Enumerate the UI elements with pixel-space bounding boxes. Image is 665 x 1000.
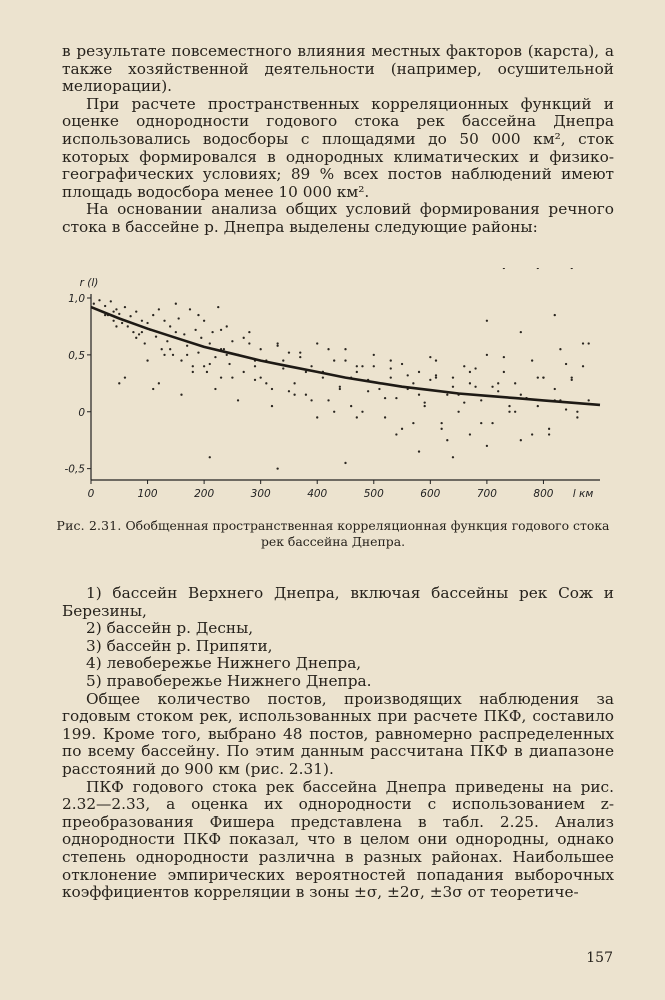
scatter-point <box>203 365 205 367</box>
x-tick-label: 800 <box>533 488 554 500</box>
scatter-point <box>412 422 414 424</box>
scatter-point <box>491 422 493 424</box>
scatter-point <box>115 308 117 310</box>
scatter-point <box>344 348 346 350</box>
scatter-point <box>305 394 307 396</box>
scatter-point <box>248 342 250 344</box>
scatter-point <box>220 329 222 331</box>
scatter-point <box>401 363 403 365</box>
scatter-point <box>531 359 533 361</box>
scatter-point <box>520 439 522 441</box>
scatter-point <box>565 408 567 410</box>
scatter-point <box>418 394 420 396</box>
scatter-point <box>155 336 157 338</box>
scatter-point <box>186 345 188 347</box>
scatter-point <box>166 340 168 342</box>
scatter-point <box>214 356 216 358</box>
scatter-point <box>571 268 573 269</box>
scatter-point <box>192 371 194 373</box>
scatter-point <box>356 416 358 418</box>
scatter-point <box>129 315 131 317</box>
scatter-point <box>378 388 380 390</box>
scatter-point <box>178 317 180 319</box>
scatter-point <box>440 422 442 424</box>
page-number: 157 <box>586 950 613 966</box>
scatter-point <box>339 386 341 388</box>
scatter-point <box>172 354 174 356</box>
x-tick-label: 200 <box>194 488 215 500</box>
plot-area <box>65 268 601 500</box>
scatter-point <box>209 456 211 458</box>
scatter-point <box>412 382 414 384</box>
scatter-point <box>514 411 516 413</box>
scatter-point <box>293 394 295 396</box>
scatter-point <box>316 342 318 344</box>
scatter-point <box>310 365 312 367</box>
correlation-chart <box>55 268 615 508</box>
scatter-point <box>327 399 329 401</box>
scatter-point <box>254 379 256 381</box>
x-tick-label: 700 <box>476 488 497 500</box>
scatter-point <box>322 376 324 378</box>
scatter-point <box>115 325 117 327</box>
scatter-point <box>350 405 352 407</box>
scatter-point <box>452 386 454 388</box>
scatter-point <box>554 388 556 390</box>
x-axis-label: l км <box>572 488 594 500</box>
scatter-point <box>118 313 120 315</box>
scatter-point <box>231 340 233 342</box>
scatter-point <box>367 390 369 392</box>
scatter-point <box>141 320 143 322</box>
scatter-point <box>194 329 196 331</box>
scatter-point <box>390 367 392 369</box>
figure-caption-label: Рис. 2.31. <box>56 518 122 533</box>
scatter-point <box>228 363 230 365</box>
y-tick-label: 0 <box>78 406 85 419</box>
list-item: 5) правобережье Нижнего Днепра. <box>86 671 372 690</box>
scatter-point <box>514 382 516 384</box>
scatter-point <box>424 405 426 407</box>
scatter-point <box>452 376 454 378</box>
scatter-point <box>469 382 471 384</box>
scatter-point <box>271 405 273 407</box>
scatter-point <box>576 411 578 413</box>
scatter-point <box>582 365 584 367</box>
scatter-point <box>163 320 165 322</box>
scatter-point <box>276 345 278 347</box>
scatter-point <box>361 365 363 367</box>
scatter-point <box>152 388 154 390</box>
scatter-point <box>576 416 578 418</box>
paragraph: На основании анализа общих условий формирования речного стока в бассейне р. Днепра выделены следующие районы: <box>62 200 614 236</box>
scatter-point <box>469 433 471 435</box>
scatter-point <box>333 411 335 413</box>
scatter-point <box>361 411 363 413</box>
scatter-point <box>146 359 148 361</box>
scatter-point <box>299 351 301 353</box>
scatter-point <box>486 354 488 356</box>
scatter-point <box>180 394 182 396</box>
paragraph: Общее количество постов, производящих наблюдения за годовым стоком рек, использованных при расчете ПКФ, составило 199. Кроме того, выбрано 48 постов, равномерно распределенных по всему бассейну. По этим данным рассчитана ПКФ в диапазоне расстояний до 900 км (рис. 2.31). <box>62 689 614 778</box>
scatter-point <box>537 376 539 378</box>
scatter-point <box>384 397 386 399</box>
scatter-point <box>429 356 431 358</box>
scatter-point <box>373 365 375 367</box>
scatter-point <box>127 325 129 327</box>
scatter-point <box>282 359 284 361</box>
scatter-point <box>192 365 194 367</box>
figure-caption-text: Обобщенная пространственная корреляционная функция годового стока рек бассейна Днепра. <box>125 518 610 549</box>
scatter-point <box>152 314 154 316</box>
scatter-point <box>310 399 312 401</box>
list-item: 4) левобережье Нижнего Днепра, <box>86 654 362 673</box>
scatter-point <box>211 331 213 333</box>
y-tick-label: 1,0 <box>68 293 85 305</box>
scatter-point <box>395 397 397 399</box>
scatter-point <box>206 371 208 373</box>
scatter-point <box>401 428 403 430</box>
scatter-point <box>559 348 561 350</box>
scatter-point <box>260 348 262 350</box>
scatter-point <box>491 386 493 388</box>
scatter-point <box>554 314 556 316</box>
scatter-point <box>542 376 544 378</box>
scatter-point <box>390 359 392 361</box>
paragraph: При расчете пространственных корреляционных функций и оценке однородности годового стока рек бассейна Днепра использовались водосборы с площадями до 50 000 км², сток которых формировался в однородных климатических и физико-географических условиях; 89 % всех постов наблюдений имеют площадь водосбора менее 10 000 км². <box>62 94 614 201</box>
scatter-point <box>520 331 522 333</box>
scatter-point <box>316 416 318 418</box>
scatter-point <box>98 299 100 301</box>
scatter-point <box>265 382 267 384</box>
scatter-point <box>588 399 590 401</box>
paragraph: в результате повсеместного влияния местных факторов (карста), а также хозяйственной деятельности (например, осушительной мелиорации). <box>62 42 614 96</box>
scatter-point <box>161 348 163 350</box>
scatter-point <box>223 348 225 350</box>
scatter-point <box>175 331 177 333</box>
scatter-point <box>163 354 165 356</box>
scatter-point <box>588 342 590 344</box>
scatter-point <box>497 390 499 392</box>
scatter-point <box>243 371 245 373</box>
scatter-point <box>197 314 199 316</box>
scatter-point <box>186 354 188 356</box>
scatter-point <box>424 402 426 404</box>
scatter-point <box>407 374 409 376</box>
scatter-point <box>418 371 420 373</box>
scatter-point <box>435 374 437 376</box>
scatter-point <box>373 354 375 356</box>
scatter-point <box>497 382 499 384</box>
scatter-point <box>288 351 290 353</box>
scatter-point <box>271 388 273 390</box>
scatter-point <box>144 342 146 344</box>
scatter-point <box>112 320 114 322</box>
scatter-point <box>243 337 245 339</box>
scatter-point <box>463 365 465 367</box>
scatter-point <box>446 439 448 441</box>
scatter-point <box>429 379 431 381</box>
scatter-point <box>93 303 95 305</box>
scatter-point <box>118 382 120 384</box>
scatter-point <box>217 306 219 308</box>
scatter-point <box>135 337 137 339</box>
scatter-point <box>282 367 284 369</box>
text-block-bottom <box>62 585 614 902</box>
list-item: 2) бассейн р. Десны, <box>86 619 254 638</box>
scatter-point <box>356 365 358 367</box>
scatter-point <box>327 348 329 350</box>
scatter-point <box>537 268 539 269</box>
scatter-point <box>231 376 233 378</box>
scatter-point <box>571 379 573 381</box>
scatter-point <box>189 308 191 310</box>
scatter-point <box>463 402 465 404</box>
scatter-point <box>390 376 392 378</box>
scatter-point <box>333 359 335 361</box>
scatter-point <box>508 405 510 407</box>
scatter-point <box>124 306 126 308</box>
scatter-point <box>158 308 160 310</box>
scatter-point <box>197 351 199 353</box>
scatter-point <box>582 342 584 344</box>
scatter-point <box>288 390 290 392</box>
y-tick-label: -0,5 <box>64 463 85 476</box>
scatter-point <box>203 320 205 322</box>
scatter-point <box>474 386 476 388</box>
scatter-point <box>565 363 567 365</box>
scatter-point <box>146 322 148 324</box>
scatter-point <box>435 359 437 361</box>
scatter-point <box>104 305 106 307</box>
scatter-point <box>548 433 550 435</box>
scatter-point <box>138 333 140 335</box>
scatter-point <box>209 363 211 365</box>
scatter-point <box>141 331 143 333</box>
fitted-curve <box>91 307 600 405</box>
figure-caption <box>46 518 620 550</box>
x-tick-label: 500 <box>363 488 384 500</box>
x-tick-label: 100 <box>137 488 158 500</box>
list-item: 3) бассейн р. Припяти, <box>86 636 273 655</box>
scatter-point <box>276 342 278 344</box>
scatter-point <box>395 433 397 435</box>
text-block-top <box>62 43 614 237</box>
scatter-point <box>344 359 346 361</box>
scatter-point <box>132 331 134 333</box>
scatter-point <box>226 354 228 356</box>
scatter-point <box>124 376 126 378</box>
scatter-point <box>440 428 442 430</box>
list-item: 1) бассейн Верхнего Днепра, включая бассейны рек Сож и Березины, <box>62 584 614 620</box>
scatter-point <box>175 303 177 305</box>
scatter-point <box>276 467 278 469</box>
scatter-point <box>299 356 301 358</box>
scatter-point <box>474 367 476 369</box>
scatter-point <box>344 462 346 464</box>
x-tick-label: 0 <box>87 488 95 500</box>
scatter-point <box>503 371 505 373</box>
scatter-point <box>469 371 471 373</box>
scatter-point <box>169 325 171 327</box>
y-tick-label: 0,5 <box>68 349 85 362</box>
scatter-point <box>121 322 123 324</box>
scatter-point <box>248 331 250 333</box>
scatter-point <box>531 433 533 435</box>
scatter-point <box>214 388 216 390</box>
scatter-point <box>226 325 228 327</box>
scatter-point <box>135 311 137 313</box>
scatter-point <box>169 348 171 350</box>
scatter-point <box>435 376 437 378</box>
scatter-point <box>200 337 202 339</box>
scatter-point <box>254 365 256 367</box>
scatter-point <box>486 320 488 322</box>
scatter-point <box>452 456 454 458</box>
scatter-point <box>508 411 510 413</box>
scatter-point <box>480 422 482 424</box>
scatter-point <box>293 382 295 384</box>
scatter-point <box>486 445 488 447</box>
scatter-point <box>503 268 505 269</box>
scatter-point <box>220 376 222 378</box>
scatter-point <box>158 382 160 384</box>
scatter-point <box>503 356 505 358</box>
scatter-point <box>418 450 420 452</box>
scatter-point <box>548 428 550 430</box>
scatter-point <box>384 416 386 418</box>
paragraph: ПКФ годового стока рек бассейна Днепра приведены на рис. 2.32—2.33, а оценка их однородности с использованием z-преобразования Фишера представлена в табл. 2.25. Анализ однородности ПКФ показал, что в целом они однородны, однако степень однородности различна в разных районах. Наибольшее отклонение эмпирических вероятностей попадания выборочных коэффициентов корреляции в зоны ±σ, ±2σ, ±3σ от теоретиче- <box>62 777 614 902</box>
scatter-point <box>260 376 262 378</box>
scatter-point <box>209 342 211 344</box>
scatter-point <box>112 311 114 313</box>
scatter-point <box>571 376 573 378</box>
scatter-point <box>356 371 358 373</box>
scatter-point <box>339 388 341 390</box>
scatter-point <box>183 333 185 335</box>
x-tick-label: 300 <box>250 488 271 500</box>
y-axis-label: r (l) <box>79 277 99 289</box>
scatter-point <box>480 399 482 401</box>
scatter-point <box>180 359 182 361</box>
x-tick-label: 400 <box>307 488 328 500</box>
scatter-point <box>110 300 112 302</box>
scatter-point <box>446 394 448 396</box>
scatter-point <box>457 411 459 413</box>
scatter-point <box>237 399 239 401</box>
scatter-point <box>520 394 522 396</box>
scatter-point <box>537 405 539 407</box>
x-tick-label: 600 <box>420 488 441 500</box>
